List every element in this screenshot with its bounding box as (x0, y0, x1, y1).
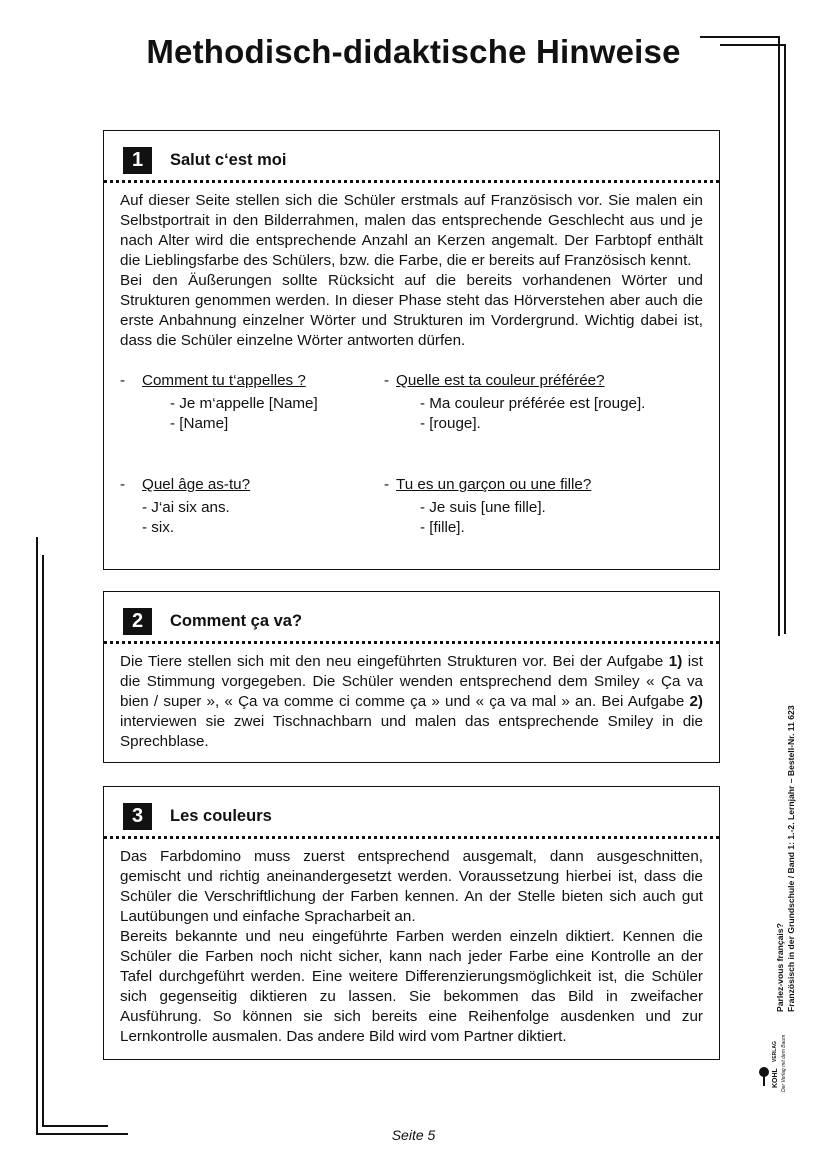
page-title: Methodisch-didaktische Hinweise (146, 33, 681, 70)
bullet-dash: - (120, 372, 126, 389)
section-number: 2 (123, 608, 152, 635)
section-3-header (104, 787, 719, 839)
paragraph: Bereits bekannte und neu eingeführte Farben werden einzeln diktiert. Kennen die Schüler die Farben noch nicht sicher, kann nach jeder Farbe eine Kontrolle an der Tafel durchgeführt werden. Eine weitere Differenzierungsmöglichkeit ist, die Schüler sich gegenseitig diktieren zu lassen. Sie bekommen das Bild in zweifacher Ausführung. So können sie sich bereits eine Reihenfolge ausdenken und zur Lernkontrolle ausmalen. Das andere Bild wird vom Partner diktiert. (120, 928, 703, 1045)
task-ref: 1) (668, 653, 683, 670)
section-title: Comment ça va? (170, 612, 303, 630)
paragraph: Das Farbdomino muss zuerst entsprechend ausgemalt, dann ausgeschnitten, gemischt und richtig aneinandergesetzt werden. Voraussetzung hierbei ist, dass die Schüler die Verschriftlichung der Farben kennen. An der Stelle bieten sich auch gut Lautübungen und einfache Spracharbeit an. (120, 848, 703, 925)
section-1-header (104, 131, 719, 183)
question-answer-list (104, 359, 719, 539)
question: Tu es un garçon ou une fille? (396, 476, 592, 493)
section-3-body (104, 839, 719, 1055)
answer: - six. (142, 519, 175, 536)
question: Quelle est ta couleur préférée? (396, 372, 605, 389)
sidebar-series-title: Parlez-vous français? (775, 923, 785, 1012)
section-title: Salut c‘est moi (170, 151, 287, 169)
question: Quel âge as-tu? (142, 476, 251, 493)
publisher-tag: VERLAG (772, 1041, 778, 1062)
answer: - [Name] (170, 415, 229, 432)
answer: - J‘ai six ans. (142, 499, 230, 516)
bullet-dash: - (384, 476, 390, 493)
corner-line-top-h (700, 36, 780, 38)
publisher-name: KOHL (772, 1068, 779, 1088)
dotted-divider (104, 641, 719, 644)
bullet-dash: - (120, 476, 126, 493)
section-2-body (104, 644, 719, 760)
paragraph (120, 652, 703, 752)
section-title: Les couleurs (170, 807, 272, 825)
answer: - Je suis [une fille]. (420, 499, 546, 516)
section-number: 1 (123, 147, 152, 174)
dotted-divider (104, 180, 719, 183)
corner-line-top-v (778, 36, 780, 636)
task-ref: 2) (689, 693, 703, 710)
section-2-header (104, 592, 719, 644)
tree-logo-icon (757, 1066, 771, 1088)
paragraph: Bei den Äußerungen sollte Rücksicht auf die bereits vorhandenen Wörter und Strukturen genommen werden. In dieser Phase steht das Hörverstehen aber auch die erste Anbahnung einzelner Wörter und Strukturen im Vordergrund. Wichtig dabei ist, dass die Schüler einzelne Wörter antworten dürfen. (120, 272, 703, 349)
paragraph: Auf dieser Seite stellen sich die Schüler erstmals auf Französisch vor. Sie malen ein Selbstportrait in den Bilderrahmen, malen das entsprechende Geschlecht aus und je nach Alter wird die entsprechende Anzahl an Kerzen angemalt. Der Farbtopf enthält die Lieblingsfarbe des Schülers, bzw. die Farbe, die er bereits auf Französisch kennt. (120, 192, 703, 269)
answer: - Je m‘appelle [Name] (170, 395, 318, 412)
question: Comment tu t‘appelles ? (142, 372, 306, 389)
publisher-slogan: Der Verlag mit dem Baum (781, 1034, 787, 1092)
corner-line-bottom-v (36, 537, 38, 1134)
text-run: ist die Stimmung vorgegeben. Die Schüler wenden entsprechend dem Smiley « Ça va bien / super », « Ça va comme ci comme ça » und « ça va mal » an. Bei Aufgabe (120, 653, 703, 710)
section-2-box (103, 591, 720, 763)
section-3-box (103, 786, 720, 1060)
section-1-body (104, 183, 719, 359)
answer: - [rouge]. (420, 415, 481, 432)
text-run: Die Tiere stellen sich mit den neu eingeführten Strukturen vor. Bei der Aufgabe (120, 653, 669, 670)
dotted-divider (104, 836, 719, 839)
corner-line-top-h2 (720, 44, 784, 46)
answer: - Ma couleur préférée est [rouge]. (420, 395, 646, 412)
bullet-dash: - (384, 372, 390, 389)
section-1-box (103, 130, 720, 570)
answer: - [fille]. (420, 519, 465, 536)
corner-line-bottom-v2 (42, 555, 44, 1126)
corner-line-top-v2 (784, 44, 786, 634)
section-number: 3 (123, 803, 152, 830)
text-run: interviewen sie zwei Tischnachbarn und malen das entsprechende Smiley in die Sprechblase. (120, 713, 703, 750)
page-number: Seite 5 (391, 1127, 436, 1143)
sidebar-book-info: Französisch in der Grundschule / Band 1: 1.-2. Lernjahr – Bestell-Nr. 11 623 (786, 705, 796, 1012)
